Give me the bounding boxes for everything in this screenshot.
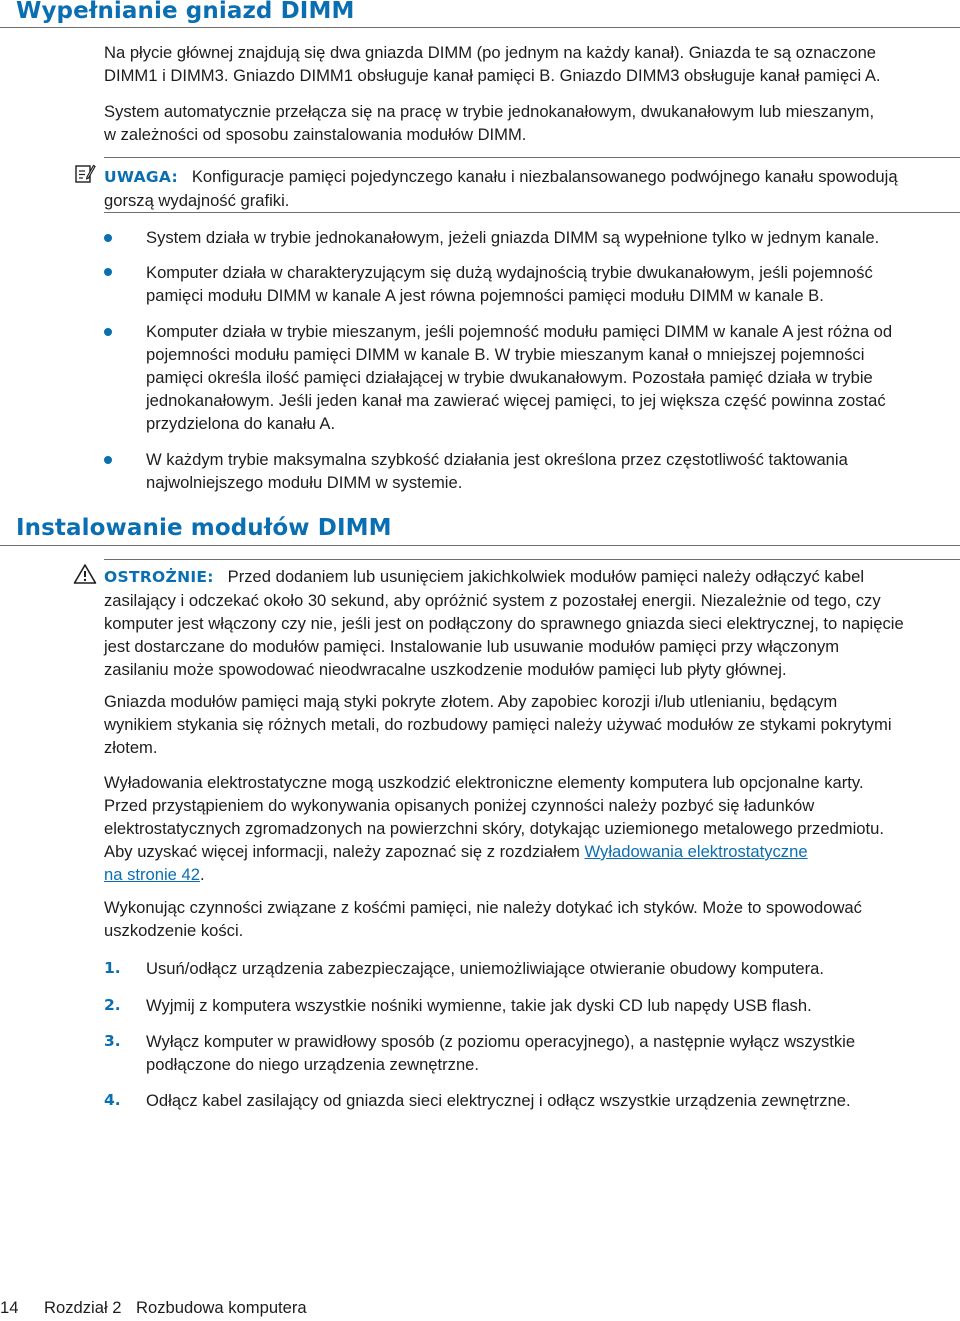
caution-rule-top	[104, 559, 960, 560]
list-item: Komputer działa w trybie mieszanym, jeśli pojemność modułu pamięci DIMM w kanale A jest różna od pojemności modułu pamięci DIMM w kanale B. W trybie mieszanym kanał o mniejszej pojemności pamięci określa ilość pamięci działającej w trybie dwukanałowym. Pozostała pamięć działa w trybie jednokanałowym. Jeśli jeden kanał ma zawierać więcej pamięci, to jej większa część powinna zostać przydzielona do kanału A.	[146, 322, 893, 433]
paragraph-esd: Wyładowania elektrostatyczne mogą uszkodzić elektroniczne elementy komputera lub opcjonalne karty. Przed przystąpieniem do wykonywania opisanych poniżej czynności należy pozbyć się ładunków elektrostatycznych zgromadzonych na powierzchni skóry, dotykając uziemionego metalowego przedmiotu. Aby uzyskać więcej informacji, należy zapoznać się z rozdziałem Wyładowania elektrostatyczne na stronie 42.	[104, 773, 884, 884]
paragraph-gold-contacts: Gniazda modułów pamięci mają styki pokryte złotem. Aby zapobiec korozji i/lub utlenianiu, będącym wynikiem stykania się różnych metali, do rozbudowy pamięci należy używać modułów ze stykami pokrytymi złotem.	[104, 692, 892, 757]
footer-chapter: Rozdział 2	[44, 1298, 122, 1317]
page-number: 14	[0, 1298, 19, 1317]
list-item: W każdym trybie maksymalna szybkość działania jest określona przez częstotliwość taktowania najwolniejszego modułu DIMM w systemie.	[146, 450, 848, 492]
caution-label: OSTROŻNIE:	[104, 568, 214, 586]
step-number: 4.	[104, 1091, 121, 1109]
note-pencil-icon	[74, 162, 96, 184]
step-item: Wyjmij z komputera wszystkie nośniki wymienne, takie jak dyski CD lub napędy USB flash.	[146, 996, 812, 1015]
warning-triangle-icon	[73, 563, 97, 585]
paragraph-slots: Na płycie głównej znajdują się dwa gniazda DIMM (po jednym na każdy kanał). Gniazda te są oznaczone DIMM1 i DIMM3. Gniazdo DIMM1 obsługuje kanał pamięci B. Gniazdo DIMM3 obsługuje kanał pamięci A.	[104, 43, 881, 85]
note-rule-top	[104, 157, 960, 158]
list-item: System działa w trybie jednokanałowym, jeżeli gniazda DIMM są wypełnione tylko w jednym kanale.	[146, 228, 880, 247]
paragraph-channel-mode: System automatycznie przełącza się na pracę w trybie jednokanałowym, dwukanałowym lub mieszanym, w zależności od sposobu zainstalowania modułów DIMM.	[104, 102, 875, 144]
list-item: Komputer działa w charakteryzującym się dużą wydajnością trybie dwukanałowym, jeśli pojemność pamięci modułu DIMM w kanale A jest równa pojemności pamięci modułu DIMM w kanale B.	[146, 263, 873, 305]
bullet-icon	[104, 328, 112, 336]
note-label: UWAGA:	[104, 168, 178, 186]
step-item: Odłącz kabel zasilający od gniazda sieci elektrycznej i odłącz wszystkie urządzenia zewnętrzne.	[146, 1091, 851, 1110]
note-rule-bottom	[104, 212, 960, 213]
step-number: 2.	[104, 996, 121, 1014]
esd-reference-link[interactable]: Wyładowania elektrostatyczne na stronie 42	[104, 842, 808, 884]
step-item: Wyłącz komputer w prawidłowy sposób (z poziomu operacyjnego), a następnie wyłącz wszystkie podłączone do niego urządzenia zewnętrzne.	[146, 1032, 856, 1074]
step-number: 1.	[104, 959, 121, 977]
step-item: Usuń/odłącz urządzenia zabezpieczające, uniemożliwiające otwieranie obudowy komputera.	[146, 959, 824, 978]
paragraph-do-not-touch: Wykonując czynności związane z kośćmi pamięci, nie należy dotykać ich styków. Może to spowodować uszkodzenie kości.	[104, 898, 862, 940]
footer-chapter-title: Rozbudowa komputera	[136, 1298, 307, 1317]
bullet-icon	[104, 456, 112, 464]
heading-rule	[0, 27, 960, 28]
bullet-icon	[104, 268, 112, 276]
bullet-icon	[104, 234, 112, 242]
section-heading-dimm-slots: Wypełnianie gniazd DIMM	[16, 0, 355, 24]
note-text: UWAGA: Konfiguracje pamięci pojedynczego kanału i niezbalansowanego podwójnego kanału spowodują gorszą wydajność grafiki.	[104, 167, 898, 210]
section-heading-install-dimm: Instalowanie modułów DIMM	[16, 515, 392, 541]
caution-text: OSTROŻNIE: Przed dodaniem lub usunięciem jakichkolwiek modułów pamięci należy odłączyć kabel zasilający i odczekać około 30 sekund, aby opróżnić system z pozostałej energii. Niezależnie od tego, czy komputer jest włączony czy nie, jeśli jest on podłączony do sprawnego gniazda sieci elektrycznej, to napięcie jest dostarczane do modułów pamięci. Instalowanie lub usuwanie modułów pamięci przy włączonym zasilaniu może spowodować nieodwracalne uszkodzenie modułów pamięci lub płyty głównej.	[104, 567, 904, 679]
step-number: 3.	[104, 1032, 121, 1050]
heading-rule	[0, 545, 960, 546]
